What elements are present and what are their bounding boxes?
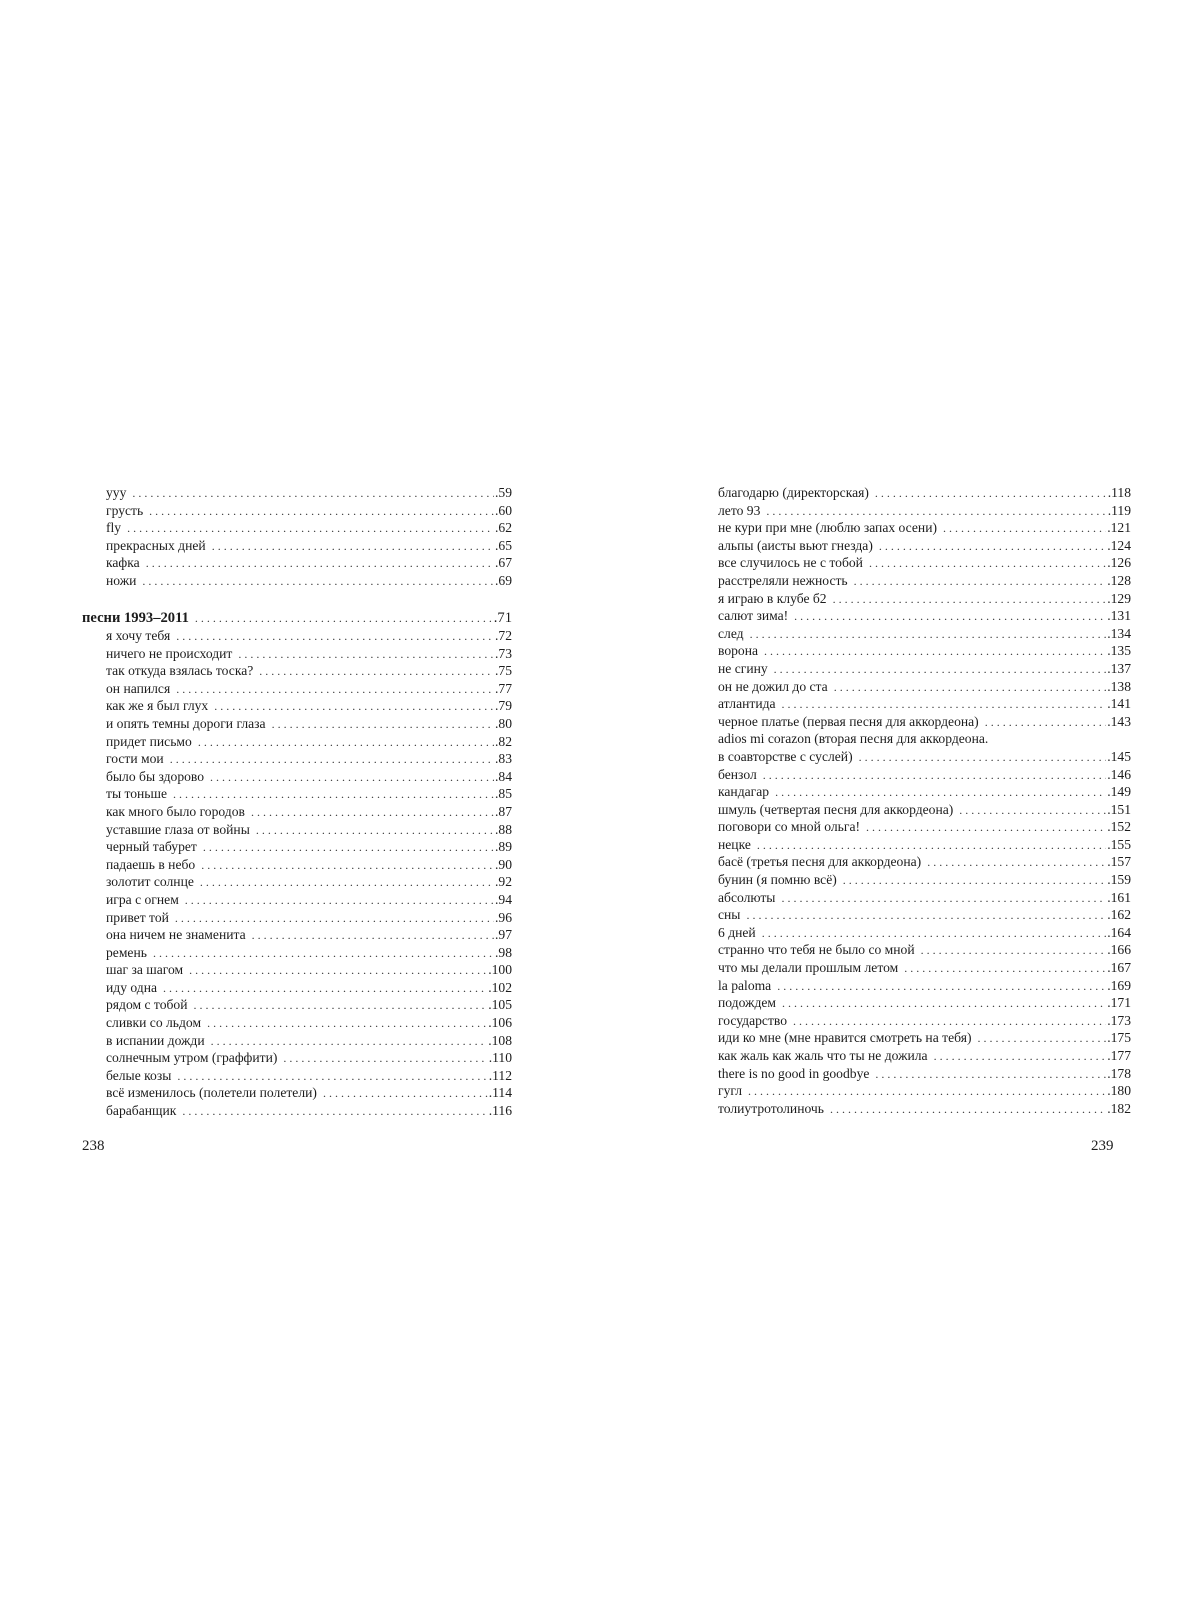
toc-leader-dots [185, 892, 494, 909]
toc-entry-title: в соавторстве с суслей) [718, 748, 853, 764]
toc-entry-page: .75 [495, 663, 512, 679]
toc-entry-title: я играю в клубе б2 [718, 590, 827, 606]
toc-entry [82, 926, 512, 944]
toc-entry-page: .108 [488, 1032, 512, 1048]
toc-entry-title: привет той [106, 909, 169, 925]
toc-entry-title: все случилось не с тобой [718, 555, 863, 571]
toc-entry [106, 502, 512, 520]
toc-leader-dots [934, 1048, 1107, 1065]
toc-entry-title: иди ко мне (мне нравится смотреть на тебя) [718, 1030, 972, 1046]
toc-entry-page: .146 [1107, 766, 1131, 782]
toc-entry-page: .175 [1107, 1030, 1131, 1046]
toc-entry-page: .173 [1107, 1012, 1131, 1028]
toc-leader-dots [238, 646, 494, 663]
toc-entry-page: .89 [495, 839, 512, 855]
toc-entry-title: золотит солнце [106, 874, 194, 890]
toc-entry-title: что мы делали прошлым летом [718, 960, 899, 976]
toc-entry-title: шаг за шагом [106, 962, 184, 978]
toc-leader-dots [764, 643, 1106, 660]
toc-entry-page: .178 [1107, 1065, 1131, 1081]
toc-entry [82, 697, 512, 715]
toc-entry-title: игра с огнем [106, 891, 179, 907]
toc-entry-page: .145 [1107, 748, 1131, 764]
toc-entry-page: .135 [1107, 643, 1131, 659]
toc-entry-title: и опять темны дороги глаза [106, 715, 266, 731]
toc-leader-dots [149, 503, 494, 520]
toc-entry-title: поговори со мной ольга! [718, 819, 861, 835]
toc-entry-title: атлантида [718, 696, 776, 712]
toc-entry-title: la paloma [718, 977, 772, 993]
toc-leader-dots [921, 942, 1107, 959]
toc-entry-title: черное платье (первая песня для аккордеона) [718, 713, 979, 729]
toc-leader-dots [193, 997, 487, 1014]
toc-entry-title: он не дожил до ста [718, 678, 828, 694]
toc-section-title: песни 1993–2011 [82, 610, 189, 626]
toc-entry-page: .116 [488, 1103, 512, 1119]
toc-entry [82, 944, 512, 962]
toc-entry-page: .149 [1107, 784, 1131, 800]
toc-leader-dots [214, 698, 494, 715]
toc-leader-dots [782, 995, 1106, 1012]
toc-entry [82, 856, 512, 874]
toc-entry [718, 695, 1131, 713]
toc-entry-page: .59 [495, 485, 512, 500]
toc-entry-page: .171 [1107, 995, 1131, 1011]
toc-entry [82, 662, 512, 680]
toc-entry-page: .84 [495, 768, 512, 784]
toc-entry-page: .98 [495, 944, 512, 960]
right-page [600, 0, 1200, 1600]
toc-leader-dots [146, 555, 494, 572]
toc-entry [82, 785, 512, 803]
toc-entry [718, 924, 1131, 942]
toc-entry-page: .126 [1107, 555, 1131, 571]
toc-leader-dots [977, 1030, 1106, 1047]
toc-entry-title: сливки со льдом [106, 1015, 202, 1031]
toc-entry-page: .97 [495, 927, 512, 943]
toc-entry [718, 783, 1131, 801]
toc-entry-title: как же я был глух [106, 698, 209, 714]
toc-entry [82, 873, 512, 891]
toc-entry-page: .79 [495, 698, 512, 714]
toc-leader-dots [927, 854, 1106, 871]
toc-entry [718, 537, 1131, 555]
toc-entry-title: подождем [718, 995, 776, 1011]
toc-entry-page: .137 [1107, 660, 1131, 676]
toc-entry [82, 891, 512, 909]
toc-entry [718, 642, 1131, 660]
toc-entry-title: adios mi corazon (вторая песня для аккордеона. [718, 731, 989, 747]
toc-entry [82, 1102, 512, 1120]
toc-entry-title: странно что тебя не было со мной [718, 942, 915, 958]
toc-entry-title: сны [718, 907, 741, 923]
toc-entry [82, 838, 512, 856]
toc-entry-page: .152 [1107, 819, 1131, 835]
toc-entry [82, 1084, 512, 1102]
toc-entry-page: .92 [495, 874, 512, 890]
toc-entry [718, 1065, 1131, 1083]
toc-entry [82, 821, 512, 839]
toc-entry-page: .80 [495, 715, 512, 731]
toc-leader-dots [259, 663, 494, 680]
toc-entry-title: так откуда взялась тоска? [106, 663, 254, 679]
toc-entry-title: ворона [718, 643, 759, 659]
toc-entry [106, 572, 512, 590]
toc-leader-dots [176, 628, 494, 645]
toc-entry-title: гугл [718, 1083, 743, 1099]
toc-leader-dots [875, 1066, 1106, 1083]
toc-leader-dots [252, 927, 494, 944]
toc-leader-dots [283, 1050, 487, 1067]
toc-entry [718, 836, 1131, 854]
toc-entry-page: .90 [495, 856, 512, 872]
toc-entry-title: there is no good in goodbye [718, 1065, 870, 1081]
toc-entry-title: рядом с тобой [106, 997, 188, 1013]
toc-leader-dots [843, 872, 1106, 889]
toc-entry [718, 519, 1131, 537]
toc-entry-title: она ничем не знаменита [106, 927, 246, 943]
toc-entry-title: абсолюты [718, 889, 776, 905]
toc-entry-page: .138 [1107, 678, 1131, 694]
toc-entry-page: .60 [495, 502, 512, 518]
toc-entry-page: .119 [1107, 502, 1131, 518]
toc-entry-page: .82 [495, 733, 512, 749]
toc-entry-title: уставшие глаза от войны [106, 821, 250, 837]
toc-leader-dots [750, 626, 1107, 643]
toc-leader-dots [198, 734, 494, 751]
toc-entry-title: как много было городов [106, 803, 245, 819]
toc-leader-dots [866, 819, 1106, 836]
toc-entry-page: .118 [1107, 485, 1131, 500]
toc-entry-title: иду одна [106, 979, 158, 995]
toc-entry-title: он напился [106, 680, 171, 696]
toc-entry [718, 977, 1131, 995]
toc-entry-title: солнечным утром (граффити) [106, 1050, 278, 1066]
toc-entry [82, 996, 512, 1014]
toc-entry-page: .69 [495, 572, 512, 588]
toc-entry-page: .151 [1107, 801, 1131, 817]
toc-entry-page: .143 [1107, 713, 1131, 729]
toc-entry-page: .67 [495, 555, 512, 571]
toc-leader-dots [212, 538, 494, 555]
toc-entry [718, 801, 1131, 819]
toc-entry [82, 645, 512, 663]
toc-leader-dots [153, 945, 494, 962]
toc-entry-title: ничего не происходит [106, 645, 233, 661]
toc-entry-title: я хочу тебя [106, 628, 171, 643]
toc-entry [718, 1029, 1131, 1047]
toc-entry [718, 607, 1131, 625]
toc-entry-title: грусть [106, 502, 144, 518]
toc-entry-title: благодарю (директорская) [718, 485, 869, 500]
toc-entry-page: .83 [495, 751, 512, 767]
toc-leader-dots [195, 609, 493, 627]
toc-entry-title: как жаль как жаль что ты не дожила [718, 1048, 928, 1063]
toc-entry [718, 766, 1131, 784]
toc-list-section-entries [82, 627, 512, 1120]
toc-entry [82, 733, 512, 751]
toc-entry-title: нецке [718, 836, 751, 852]
toc-leader-dots [746, 907, 1106, 924]
toc-entry-title: падаешь в небо [106, 856, 196, 872]
toc-entry [82, 909, 512, 927]
toc-entry [718, 871, 1131, 889]
toc-entry-title: государство [718, 1012, 788, 1028]
toc-entry [718, 1100, 1131, 1118]
toc-entry [718, 906, 1131, 924]
toc-entry [718, 660, 1131, 678]
toc-entry [718, 730, 1131, 748]
toc-entry-page: .96 [495, 909, 512, 925]
toc-leader-dots [943, 520, 1106, 537]
toc-entry-page: .166 [1107, 942, 1131, 958]
toc-entry-title: кафка [106, 555, 140, 571]
toc-entry [718, 625, 1131, 643]
page-number: 239 [1091, 1138, 1114, 1154]
toc-entry-title: 6 дней [718, 924, 756, 940]
toc-entry-title: было бы здорово [106, 768, 205, 784]
toc-entry-title: не кури при мне (люблю запах осени) [718, 520, 937, 536]
toc-leader-dots [763, 767, 1106, 784]
toc-entry-page: .182 [1107, 1100, 1131, 1116]
toc-leader-dots [875, 485, 1107, 502]
toc-entry [718, 959, 1131, 977]
toc-entry [82, 1014, 512, 1032]
toc-entry-page: .73 [495, 645, 512, 661]
toc-entry-page: .180 [1107, 1083, 1131, 1099]
toc-entry-title: гости мои [106, 751, 164, 767]
toc-entry-page: .157 [1107, 854, 1131, 870]
toc-leader-dots [201, 857, 494, 874]
toc-leader-dots [132, 485, 494, 502]
toc-entry-page: .72 [495, 628, 512, 643]
toc-entry [82, 961, 512, 979]
toc-entry-page: .155 [1107, 836, 1131, 852]
toc-entry [718, 994, 1131, 1012]
toc-entry [82, 1032, 512, 1050]
page-number: 238 [82, 1138, 105, 1154]
toc-entry-page: .112 [488, 1067, 512, 1083]
toc-entry-page: .62 [495, 520, 512, 536]
toc-entry [718, 572, 1131, 590]
toc-entry-title: ножи [106, 572, 137, 588]
toc-entry-page: .87 [495, 803, 512, 819]
toc-entry-title: ууу [106, 485, 127, 500]
toc-entry [718, 941, 1131, 959]
toc-leader-dots [781, 890, 1106, 907]
toc-entry-page: .77 [495, 680, 512, 696]
toc-entry [82, 1049, 512, 1067]
toc-entry-page: .121 [1107, 520, 1131, 536]
toc-entry-page: .164 [1107, 924, 1131, 940]
toc-entry-title: лето 93 [718, 502, 761, 518]
toc-entry [718, 678, 1131, 696]
toc-leader-dots [777, 978, 1106, 995]
toc-entry-title: fly [106, 520, 122, 536]
toc-entry [82, 680, 512, 698]
toc-leader-dots [173, 786, 494, 803]
toc-entry-title: ты тоньше [106, 786, 168, 802]
toc-entry-page: .65 [495, 537, 512, 553]
toc-leader-dots [830, 1101, 1106, 1118]
toc-entry-title: прекрасных дней [106, 537, 206, 553]
toc-entry [718, 502, 1131, 520]
toc-entry [718, 1082, 1131, 1100]
toc-leader-dots [782, 696, 1107, 713]
toc-leader-dots [142, 573, 494, 590]
toc-entry [82, 979, 512, 997]
toc-entry-title: черный табурет [106, 839, 197, 855]
toc-entry-page: .134 [1107, 625, 1131, 641]
toc-leader-dots [757, 837, 1106, 854]
toc-leader-dots [210, 769, 494, 786]
toc-leader-dots [793, 1013, 1106, 1030]
toc-leader-dots [176, 681, 494, 698]
toc-entry [718, 590, 1131, 608]
toc-list-section [82, 609, 512, 627]
toc-entry-page: .162 [1107, 907, 1131, 923]
toc-entry-page: .167 [1107, 960, 1131, 976]
toc-leader-dots [794, 608, 1106, 625]
toc-entry [718, 853, 1131, 871]
toc-entry [718, 889, 1131, 907]
toc-leader-dots [904, 960, 1106, 977]
toc-entry-page: .102 [488, 979, 512, 995]
toc-entry [718, 1012, 1131, 1030]
toc-leader-dots [200, 874, 494, 891]
toc-entry-page: .110 [488, 1050, 512, 1066]
toc-entry [718, 484, 1131, 502]
toc-entry [718, 713, 1131, 731]
toc-leader-dots [774, 661, 1107, 678]
toc-leader-dots [833, 591, 1107, 608]
toc-entry-title: всё изменилось (полетели полетели) [106, 1085, 317, 1101]
toc-leader-dots [323, 1085, 488, 1102]
toc-entry [106, 537, 512, 555]
toc-entry-title: расстреляли нежность [718, 572, 848, 588]
toc-leader-dots [959, 802, 1106, 819]
toc-leader-dots [766, 503, 1106, 520]
toc-entry-page: .114 [488, 1085, 512, 1101]
toc-entry-page: .177 [1107, 1048, 1131, 1063]
toc-entry [718, 818, 1131, 836]
toc-entry [718, 554, 1131, 572]
toc-leader-dots [762, 925, 1107, 942]
toc-list-right [718, 484, 1131, 1117]
toc-entry [106, 484, 512, 502]
toc-entry-title: след [718, 625, 744, 641]
toc-entry-title: бунин (я помню всё) [718, 872, 837, 888]
toc-entry-page: .124 [1107, 537, 1131, 553]
toc-entry-title: барабанщик [106, 1103, 177, 1119]
toc-entry [718, 1047, 1131, 1065]
toc-entry-page: .141 [1107, 696, 1131, 712]
toc-leader-dots [748, 1083, 1106, 1100]
toc-entry-page: .88 [495, 821, 512, 837]
toc-leader-dots [127, 520, 494, 537]
toc-entry-title: басё (третья песня для аккордеона) [718, 854, 922, 870]
toc-leader-dots [203, 839, 494, 856]
toc-entry-title: бензол [718, 766, 757, 782]
toc-entry [718, 748, 1131, 766]
toc-entry-title: альпы (аисты вьют гнезда) [718, 537, 873, 553]
toc-list-top [106, 484, 512, 590]
toc-entry-page: .129 [1107, 590, 1131, 606]
toc-leader-dots [177, 1068, 487, 1085]
toc-entry-title: в испании дожди [106, 1032, 205, 1048]
toc-entry-title: кандагар [718, 784, 770, 800]
toc-entry-title: салют зима! [718, 608, 789, 624]
toc-leader-dots [211, 1033, 488, 1050]
toc-entry [82, 750, 512, 768]
toc-entry [82, 627, 512, 645]
toc-entry-page: .159 [1107, 872, 1131, 888]
toc-entry-page: .106 [488, 1015, 512, 1031]
toc-entry-title: придет письмо [106, 733, 192, 749]
toc-entry-title: шмуль (четвертая песня для аккордеона) [718, 801, 954, 817]
toc-entry-page: .105 [488, 997, 512, 1013]
toc-leader-dots [163, 980, 487, 997]
toc-entry [106, 554, 512, 572]
toc-leader-dots [859, 749, 1107, 766]
toc-entry-title: толиутротолиночь [718, 1100, 824, 1116]
toc-entry [106, 519, 512, 537]
toc-leader-dots [251, 804, 494, 821]
toc-leader-dots [869, 555, 1106, 572]
toc-section-page: .71 [493, 610, 512, 626]
toc-entry [82, 1067, 512, 1085]
toc-entry-page: .85 [495, 786, 512, 802]
toc-entry-title: не сгину [718, 660, 768, 676]
toc-entry-page: .94 [495, 891, 512, 907]
toc-leader-dots [272, 716, 494, 733]
toc-leader-dots [207, 1015, 487, 1032]
toc-leader-dots [775, 784, 1106, 801]
toc-leader-dots [189, 962, 487, 979]
toc-section-heading [82, 609, 512, 627]
toc-entry-page: .169 [1107, 977, 1131, 993]
toc-entry-title: ремень [106, 944, 147, 960]
toc-leader-dots [985, 714, 1106, 731]
toc-entry-title: белые козы [106, 1067, 172, 1083]
toc-entry [82, 768, 512, 786]
toc-entry [82, 803, 512, 821]
toc-leader-dots [854, 573, 1107, 590]
toc-leader-dots [256, 822, 494, 839]
toc-entry-page: .131 [1107, 608, 1131, 624]
toc-entry-page: .161 [1107, 889, 1131, 905]
toc-entry [82, 715, 512, 733]
toc-leader-dots [879, 538, 1106, 555]
toc-leader-dots [834, 679, 1107, 696]
toc-leader-dots [182, 1103, 487, 1120]
toc-leader-dots [170, 751, 494, 768]
toc-entry-page: .128 [1107, 572, 1131, 588]
toc-entry-page: .100 [488, 962, 512, 978]
toc-leader-dots [175, 910, 494, 927]
